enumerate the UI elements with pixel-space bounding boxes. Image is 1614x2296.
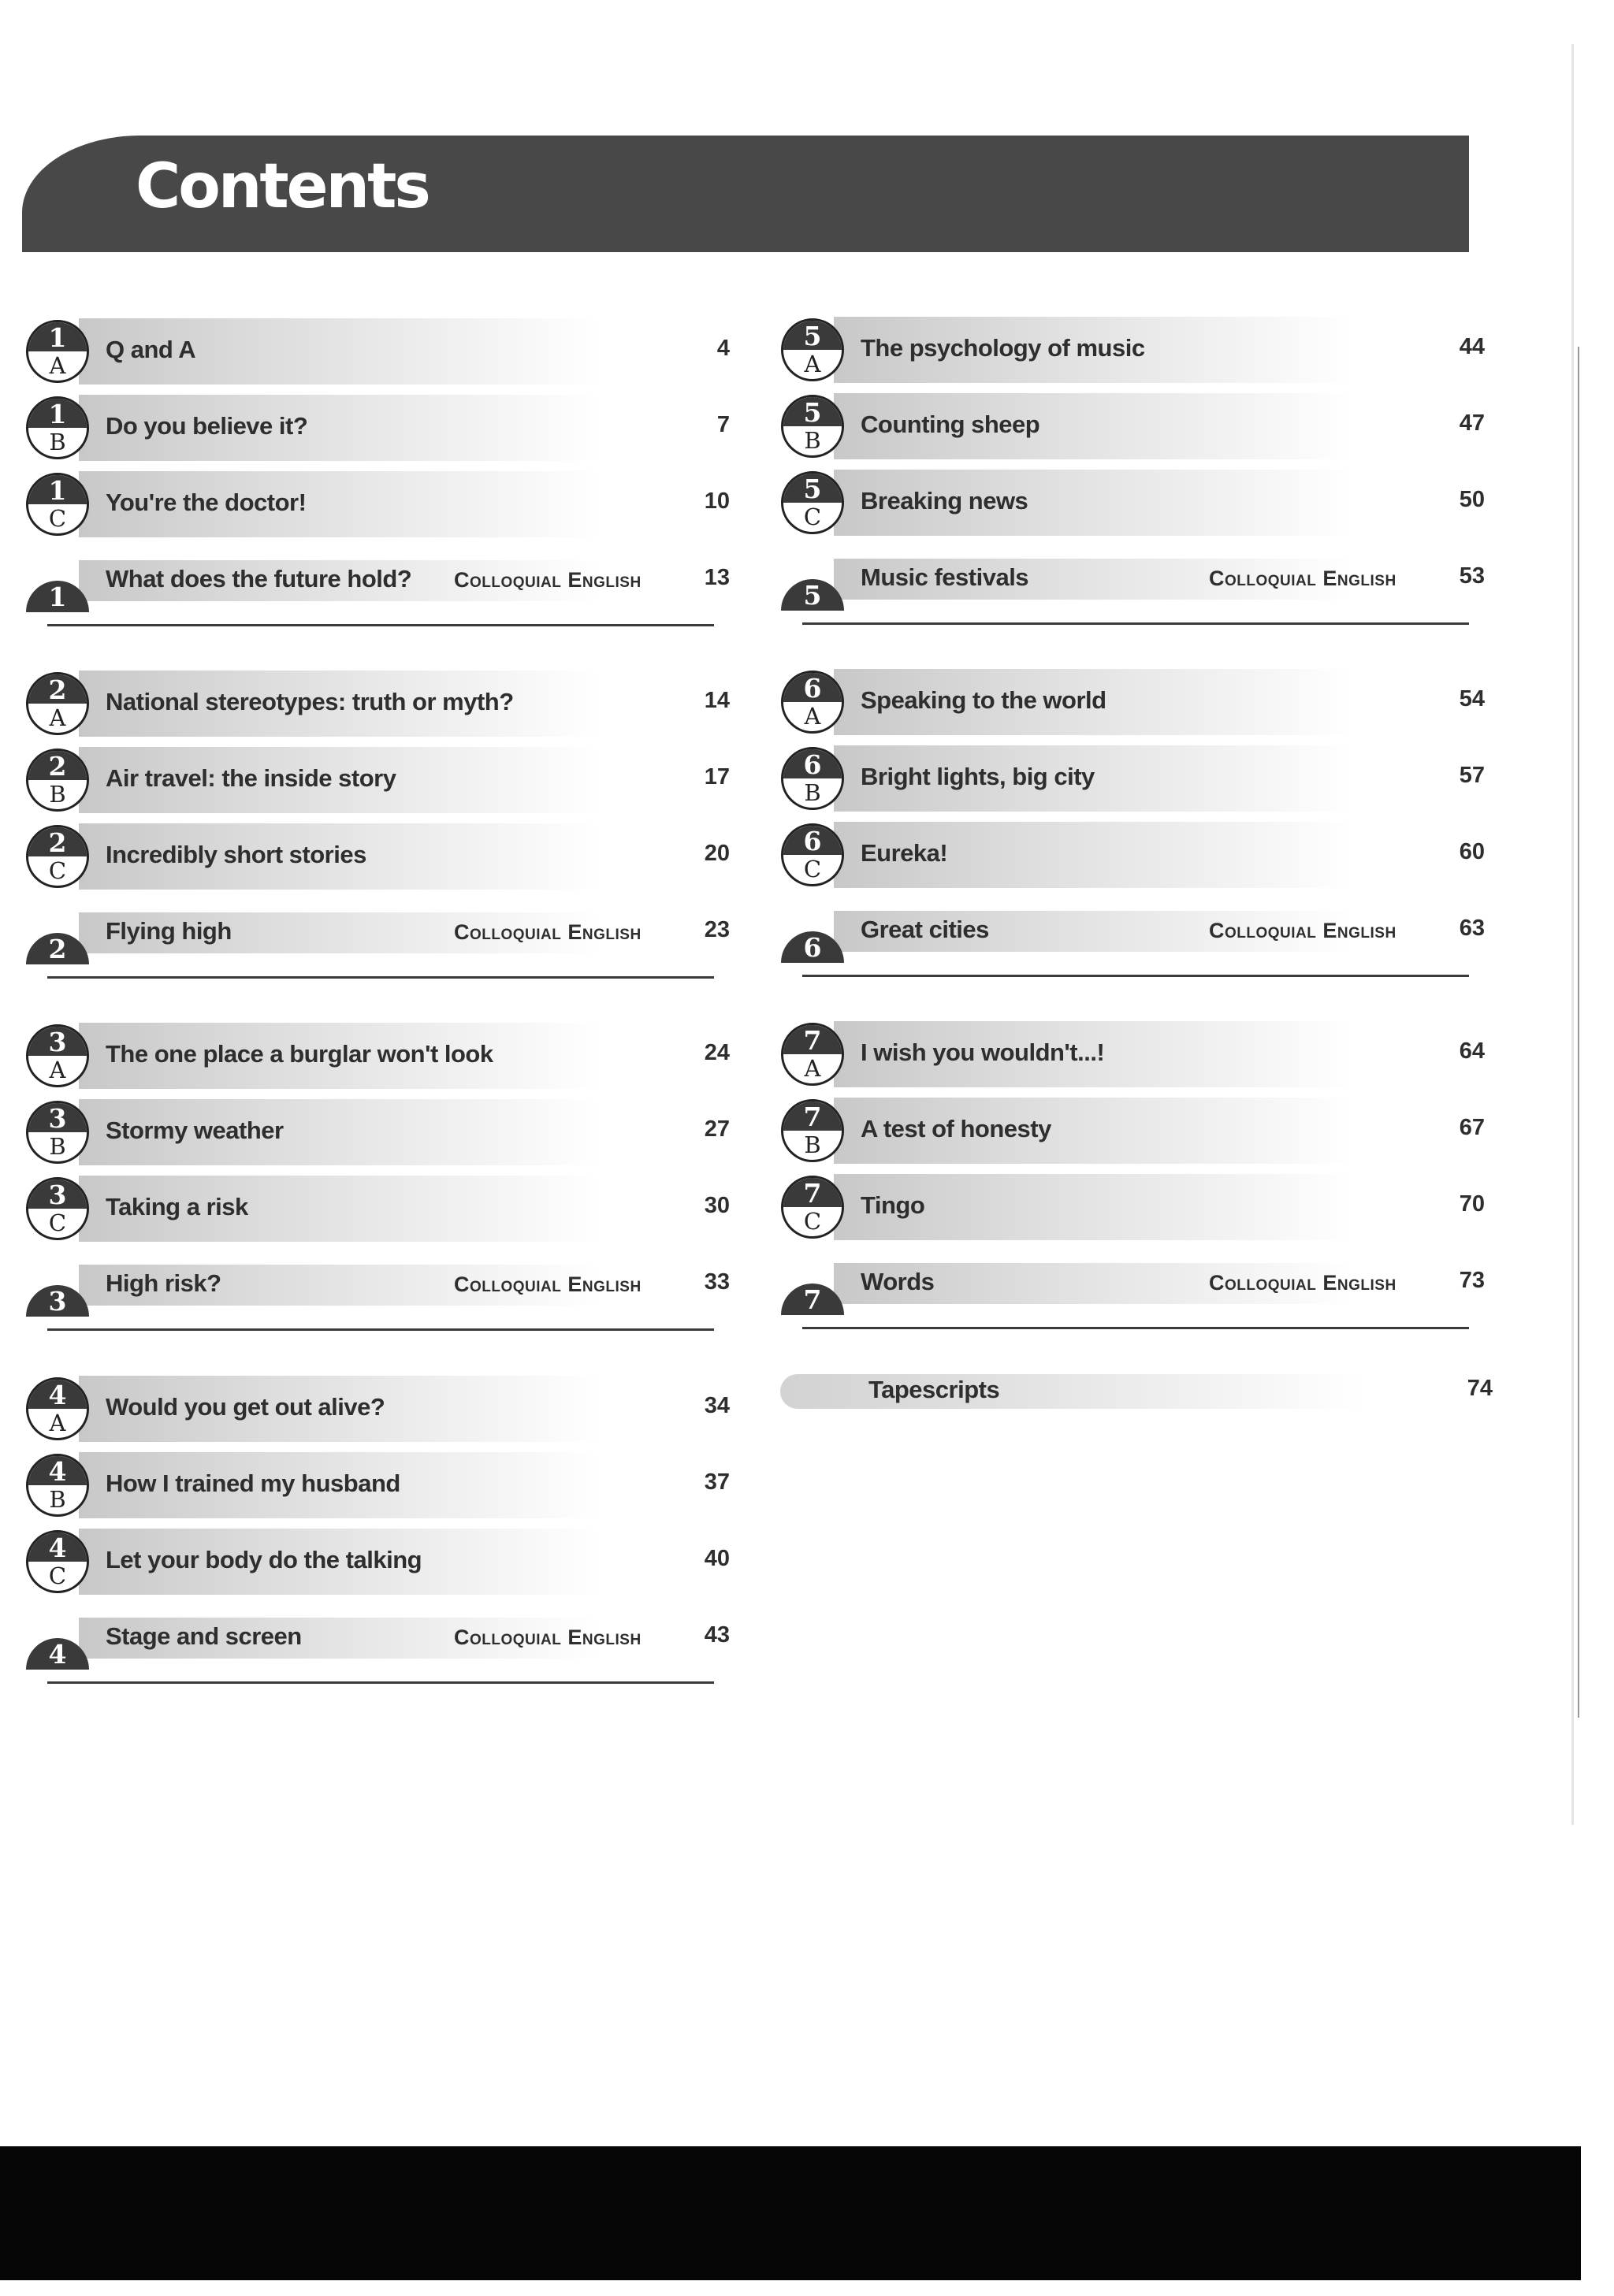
lesson-letter: A [49,1410,66,1436]
tapescripts-bar [780,1374,1363,1409]
lesson-title: Air travel: the inside story [106,764,396,792]
unit-number: 3 [26,1285,89,1317]
colloquial-english-label: Colloquial English [1209,1271,1396,1295]
lesson-title: A test of honesty [861,1115,1051,1142]
page-number: 67 [1459,1115,1485,1140]
page-number: 33 [704,1269,730,1295]
lesson-letter: C [48,1562,67,1589]
unit-number: 4 [28,1533,87,1562]
lesson-badge [26,1454,89,1517]
lesson-title: Let your body do the talking [106,1546,422,1573]
lesson-letter: A [49,1057,66,1083]
page-number: 34 [704,1393,730,1418]
lesson-title: Would you get out alive? [106,1393,385,1421]
lesson-letter: A [804,351,821,377]
page-number: 53 [1459,563,1485,589]
page-number: 47 [1459,411,1485,436]
unit-number: 2 [28,827,87,856]
lesson-letter: C [803,856,822,882]
unit-number: 2 [26,933,89,964]
unit-divider [802,622,1469,625]
lesson-title: Eureka! [861,839,948,867]
lesson-letter: C [803,503,822,530]
page-number: 17 [704,764,730,789]
colloquial-english-label: Colloquial English [454,1625,642,1649]
lesson-title: What does the future hold? [106,565,412,593]
lesson-letter: B [49,1133,66,1160]
lesson-title: The one place a burglar won't look [106,1040,493,1068]
page-number: 14 [704,688,730,713]
unit-number: 5 [781,579,844,611]
lesson-letter: C [48,505,67,532]
page-number: 70 [1459,1191,1485,1217]
lesson-title: Counting sheep [861,411,1040,438]
page-number: 50 [1459,487,1485,512]
lesson-badge [26,1177,89,1240]
lesson-badge [781,395,844,458]
tapescripts-page: 74 [1467,1376,1493,1401]
lesson-title: Stormy weather [106,1116,284,1144]
unit-number: 3 [28,1103,87,1132]
unit-number: 6 [783,749,842,778]
scan-edge-line [1578,347,1579,1718]
lesson-title: I wish you wouldn't...! [861,1038,1105,1066]
page-number: 44 [1459,334,1485,359]
unit-number: 4 [28,1380,87,1409]
unit-divider [47,624,714,626]
lesson-letter: B [49,429,66,455]
lesson-letter: B [804,779,821,806]
unit-divider [47,1328,714,1331]
lesson-title: Tingo [861,1191,925,1219]
lesson-letter: B [49,1486,66,1513]
unit-number: 5 [783,321,842,350]
unit-number: 3 [28,1027,87,1056]
lesson-badge [26,1024,89,1087]
unit-number: 7 [783,1025,842,1054]
lesson-badge [781,318,844,381]
page-number: 7 [716,412,730,437]
lesson-title: High risk? [106,1269,221,1297]
unit-number: 6 [783,673,842,702]
scan-edge-line [1571,44,1574,1825]
page-number: 20 [704,841,730,866]
page-number: 23 [704,917,730,942]
lesson-letter: B [804,1131,821,1158]
unit-number: 7 [781,1284,844,1315]
lesson-title: Flying high [106,917,232,945]
page-number: 4 [716,336,730,361]
lesson-badge [26,749,89,812]
lesson-title: Words [861,1268,935,1295]
lesson-badge [26,473,89,536]
lesson-title: How I trained my husband [106,1469,400,1497]
lesson-letter: C [48,857,67,884]
lesson-title: The psychology of music [861,334,1145,362]
unit-number: 2 [28,751,87,780]
lesson-title: National stereotypes: truth or myth? [106,688,514,715]
page-number: 13 [704,565,730,590]
page-number: 54 [1459,686,1485,711]
page-title: Contents [136,151,429,222]
page-number: 60 [1459,839,1485,864]
unit-number: 4 [28,1456,87,1485]
unit-number: 7 [783,1178,842,1207]
lesson-badge [781,671,844,734]
colloquial-english-label: Colloquial English [1209,919,1396,942]
unit-number: 1 [28,399,87,428]
lesson-badge [26,825,89,888]
unit-number: 6 [781,931,844,963]
lesson-letter: A [804,1055,821,1082]
colloquial-english-label: Colloquial English [454,920,642,944]
lesson-letter: C [803,1208,822,1235]
page-number: 37 [704,1469,730,1495]
page-number: 57 [1459,763,1485,788]
page-number: 64 [1459,1038,1485,1064]
lesson-letter: A [49,704,66,731]
page-number: 43 [704,1622,730,1648]
page-number: 73 [1459,1268,1485,1293]
lesson-letter: B [49,781,66,808]
colloquial-english-label: Colloquial English [454,1272,642,1296]
lesson-title: Taking a risk [106,1193,248,1220]
colloquial-english-label: Colloquial English [1209,567,1396,590]
unit-number: 5 [783,397,842,426]
unit-number: 1 [28,322,87,351]
bottom-band [0,2146,1581,2280]
unit-number: 5 [783,474,842,503]
lesson-badge [26,1101,89,1164]
unit-divider [47,1681,714,1684]
unit-number: 4 [26,1638,89,1670]
lesson-title: You're the doctor! [106,489,307,516]
colloquial-english-label: Colloquial English [454,568,642,592]
lesson-badge [26,672,89,735]
lesson-badge [26,396,89,459]
unit-number: 6 [783,826,842,855]
page-number: 63 [1459,916,1485,941]
lesson-title: Do you believe it? [106,412,308,440]
unit-number: 1 [28,475,87,504]
lesson-badge [26,1530,89,1593]
lesson-title: Q and A [106,336,196,363]
lesson-title: Breaking news [861,487,1028,515]
lesson-title: Music festivals [861,563,1029,591]
lesson-badge [781,1099,844,1162]
unit-number: 1 [26,581,89,612]
lesson-badge [781,1023,844,1086]
lesson-badge [26,320,89,383]
lesson-title: Stage and screen [106,1622,302,1650]
page-number: 40 [704,1546,730,1571]
lesson-letter: A [49,352,66,379]
unit-divider [802,975,1469,977]
page-number: 27 [704,1116,730,1142]
lesson-letter: B [804,427,821,454]
unit-divider [47,976,714,979]
lesson-title: Great cities [861,916,989,943]
unit-number: 7 [783,1102,842,1131]
unit-number: 3 [28,1180,87,1209]
lesson-title: Bright lights, big city [861,763,1095,790]
lesson-letter: A [804,703,821,730]
unit-divider [802,1327,1469,1329]
tapescripts-title: Tapescripts [868,1376,1000,1403]
page-number: 24 [704,1040,730,1065]
lesson-badge [26,1377,89,1440]
lesson-badge [781,1176,844,1239]
lesson-badge [781,471,844,534]
page-number: 30 [704,1193,730,1218]
lesson-title: Incredibly short stories [106,841,366,868]
lesson-badge [781,823,844,886]
lesson-badge [781,747,844,810]
lesson-letter: C [48,1209,67,1236]
unit-number: 2 [28,674,87,704]
lesson-title: Speaking to the world [861,686,1106,714]
page-number: 10 [704,489,730,514]
